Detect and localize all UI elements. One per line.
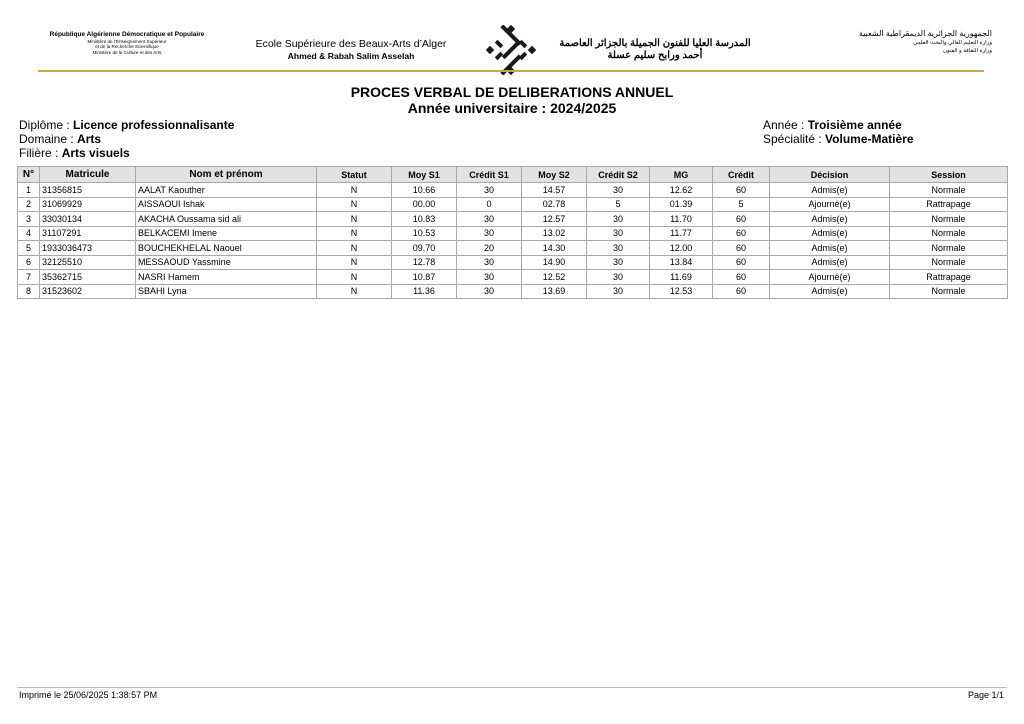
header-divider	[38, 70, 984, 72]
table-cell: N	[317, 255, 392, 270]
table-row	[18, 255, 1008, 270]
table-cell: 6	[18, 255, 40, 270]
specialite-value: Volume-Matière	[825, 132, 914, 146]
column-header: Moy S1	[392, 167, 457, 183]
filiere-value: Arts visuels	[61, 146, 130, 160]
school-name-arabic-block	[556, 38, 754, 62]
ministry-line: Ministère de la Culture et des Arts	[92, 49, 162, 55]
table-cell: 12.00	[650, 241, 713, 256]
school-subtitle-arabic: أحمد ورابح سليم عسلة	[607, 50, 703, 61]
annee-row	[763, 118, 902, 132]
table-cell: AISSAOUI Ishak	[136, 197, 317, 212]
specialite-row	[763, 132, 914, 146]
school-subtitle: Ahmed & Rabah Salim Asselah	[287, 51, 415, 61]
table-cell: AALAT Kaouther	[136, 183, 317, 198]
table-cell: 30	[587, 212, 650, 227]
table-cell: 02.78	[522, 197, 587, 212]
table-cell: Normale	[890, 226, 1008, 241]
table-cell: 00.00	[392, 197, 457, 212]
table-row	[18, 183, 1008, 198]
table-row	[18, 226, 1008, 241]
table-cell: 31356815	[40, 183, 136, 198]
column-header: Crédit S1	[457, 167, 522, 183]
table-cell: 60	[713, 226, 770, 241]
table-cell: 11.70	[650, 212, 713, 227]
table-cell: Admis(e)	[770, 241, 890, 256]
table-cell: 10.53	[392, 226, 457, 241]
diplome-label: Diplôme :	[19, 118, 70, 132]
table-row	[18, 270, 1008, 285]
table-cell: 11.77	[650, 226, 713, 241]
table-cell: 30	[587, 241, 650, 256]
table-cell: 10.66	[392, 183, 457, 198]
table-cell: 8	[18, 284, 40, 299]
table-cell: 10.83	[392, 212, 457, 227]
column-header: MG	[650, 167, 713, 183]
print-timestamp: Imprimé le 25/06/2025 1:38:57 PM	[19, 690, 158, 700]
table-cell: 60	[713, 284, 770, 299]
table-cell: Normale	[890, 284, 1008, 299]
table-cell: 7	[18, 270, 40, 285]
footer-divider	[17, 687, 1007, 688]
table-cell: Normale	[890, 183, 1008, 198]
table-cell: N	[317, 270, 392, 285]
domaine-value: Arts	[77, 132, 102, 146]
school-name-arabic: المدرسة العليا للفنون الجميلة بالجزائر العاصمة	[559, 38, 751, 49]
table-cell: 1	[18, 183, 40, 198]
page-number: Page 1/1	[967, 690, 1004, 700]
table-cell: 11.69	[650, 270, 713, 285]
table-cell: Ajourné(e)	[770, 197, 890, 212]
table-cell: Normale	[890, 241, 1008, 256]
table-cell: 3	[18, 212, 40, 227]
document-title: PROCES VERBAL DE DELIBERATIONS ANNUEL	[350, 84, 674, 100]
table-cell: 13.02	[522, 226, 587, 241]
table-cell: MESSAOUD Yassmine	[136, 255, 317, 270]
table-header-row	[18, 167, 1008, 183]
table-cell: 13.69	[522, 284, 587, 299]
domaine-row	[19, 132, 101, 146]
table-cell: Admis(e)	[770, 212, 890, 227]
column-header: Statut	[317, 167, 392, 183]
column-header: Nom et prénom	[136, 167, 317, 183]
ministry-line: et de la Recherche Scientifique	[95, 44, 159, 50]
deliberation-table	[17, 166, 1008, 299]
column-header: N°	[18, 167, 40, 183]
table-row	[18, 241, 1008, 256]
table-cell: 14.30	[522, 241, 587, 256]
diplome-row	[19, 118, 234, 132]
table-cell: 30	[457, 255, 522, 270]
table-cell: BELKACEMI Imene	[136, 226, 317, 241]
table-cell: 14.90	[522, 255, 587, 270]
table-cell: Normale	[890, 255, 1008, 270]
table-cell: 11.36	[392, 284, 457, 299]
table-cell: Ajourné(e)	[770, 270, 890, 285]
table-row	[18, 212, 1008, 227]
table-cell: SBAHI Lyna	[136, 284, 317, 299]
table-cell: 12.57	[522, 212, 587, 227]
ministry-line-arabic: وزارة التعليم العالي والبحث العلمي	[913, 40, 992, 46]
table-cell: 30	[587, 255, 650, 270]
specialite-label: Spécialité :	[763, 132, 822, 146]
academic-year: Année universitaire : 2024/2025	[407, 100, 617, 116]
table-cell: 35362715	[40, 270, 136, 285]
domaine-label: Domaine :	[19, 132, 74, 146]
table-cell: 30	[587, 183, 650, 198]
table-cell: Admis(e)	[770, 183, 890, 198]
table-cell: 01.39	[650, 197, 713, 212]
table-cell: 12.52	[522, 270, 587, 285]
table-cell: Admis(e)	[770, 226, 890, 241]
table-cell: 20	[457, 241, 522, 256]
table-cell: Normale	[890, 212, 1008, 227]
table-cell: 12.78	[392, 255, 457, 270]
table-cell: 5	[587, 197, 650, 212]
diplome-value: Licence professionnalisante	[73, 118, 235, 132]
table-cell: 12.62	[650, 183, 713, 198]
table-cell: 32125510	[40, 255, 136, 270]
table-cell: 31069929	[40, 197, 136, 212]
table-cell: 1933036473	[40, 241, 136, 256]
table-cell: AKACHA Oussama sid ali	[136, 212, 317, 227]
table-cell: Rattrapage	[890, 197, 1008, 212]
ministry-header-french	[38, 31, 216, 55]
table-cell: Rattrapage	[890, 270, 1008, 285]
column-header: Matricule	[40, 167, 136, 183]
table-cell: 2	[18, 197, 40, 212]
table-cell: 30	[587, 270, 650, 285]
table-cell: N	[317, 183, 392, 198]
table-cell: 60	[713, 241, 770, 256]
table-cell: 31523602	[40, 284, 136, 299]
annee-label: Année :	[763, 118, 805, 132]
table-cell: Admis(e)	[770, 255, 890, 270]
table-cell: 4	[18, 226, 40, 241]
table-cell: 14.57	[522, 183, 587, 198]
table-cell: 30	[587, 226, 650, 241]
table-cell: N	[317, 226, 392, 241]
table-cell: Admis(e)	[770, 284, 890, 299]
column-header: Crédit S2	[587, 167, 650, 183]
table-cell: 30	[457, 212, 522, 227]
table-cell: 30	[587, 284, 650, 299]
filiere-row	[19, 146, 130, 160]
table-cell: N	[317, 241, 392, 256]
table-cell: 33030134	[40, 212, 136, 227]
table-cell: N	[317, 284, 392, 299]
filiere-label: Filière :	[19, 146, 59, 160]
table-cell: BOUCHEKHELAL Naouel	[136, 241, 317, 256]
table-cell: 30	[457, 284, 522, 299]
column-header: Session	[890, 167, 1008, 183]
table-cell: 5	[18, 241, 40, 256]
table-cell: 10.87	[392, 270, 457, 285]
column-header: Crédit	[713, 167, 770, 183]
table-cell: 30	[457, 183, 522, 198]
table-cell: 60	[713, 255, 770, 270]
table-cell: 31107291	[40, 226, 136, 241]
table-cell: N	[317, 212, 392, 227]
table-cell: NASRI Hamem	[136, 270, 317, 285]
ministry-line: Ministère de l’Enseignement Supérieur	[87, 39, 167, 44]
table-cell: 0	[457, 197, 522, 212]
column-header: Moy S2	[522, 167, 587, 183]
table-cell: 30	[457, 270, 522, 285]
table-row	[18, 197, 1008, 212]
table-cell: 13.84	[650, 255, 713, 270]
annee-value: Troisième année	[807, 118, 902, 132]
table-cell: 09.70	[392, 241, 457, 256]
republic-name-arabic: الجمهورية الجزائرية الديمقراطية الشعبية	[858, 29, 992, 38]
table-cell: 60	[713, 270, 770, 285]
table-cell: 5	[713, 197, 770, 212]
table-cell: 30	[457, 226, 522, 241]
school-name: Ecole Supérieure des Beaux-Arts d’Alger	[255, 38, 447, 50]
table-cell: 60	[713, 212, 770, 227]
table-cell: N	[317, 197, 392, 212]
column-header: Décision	[770, 167, 890, 183]
table-cell: 12.53	[650, 284, 713, 299]
ministry-line-arabic: وزارة الثقافة و الفنون	[942, 48, 992, 54]
republic-name: République Algérienne Démocratique et Populaire	[49, 31, 205, 38]
table-row	[18, 284, 1008, 299]
school-name-block	[244, 38, 458, 62]
ministry-header-arabic	[846, 28, 992, 55]
table-cell: 60	[713, 183, 770, 198]
school-logo	[486, 25, 536, 75]
